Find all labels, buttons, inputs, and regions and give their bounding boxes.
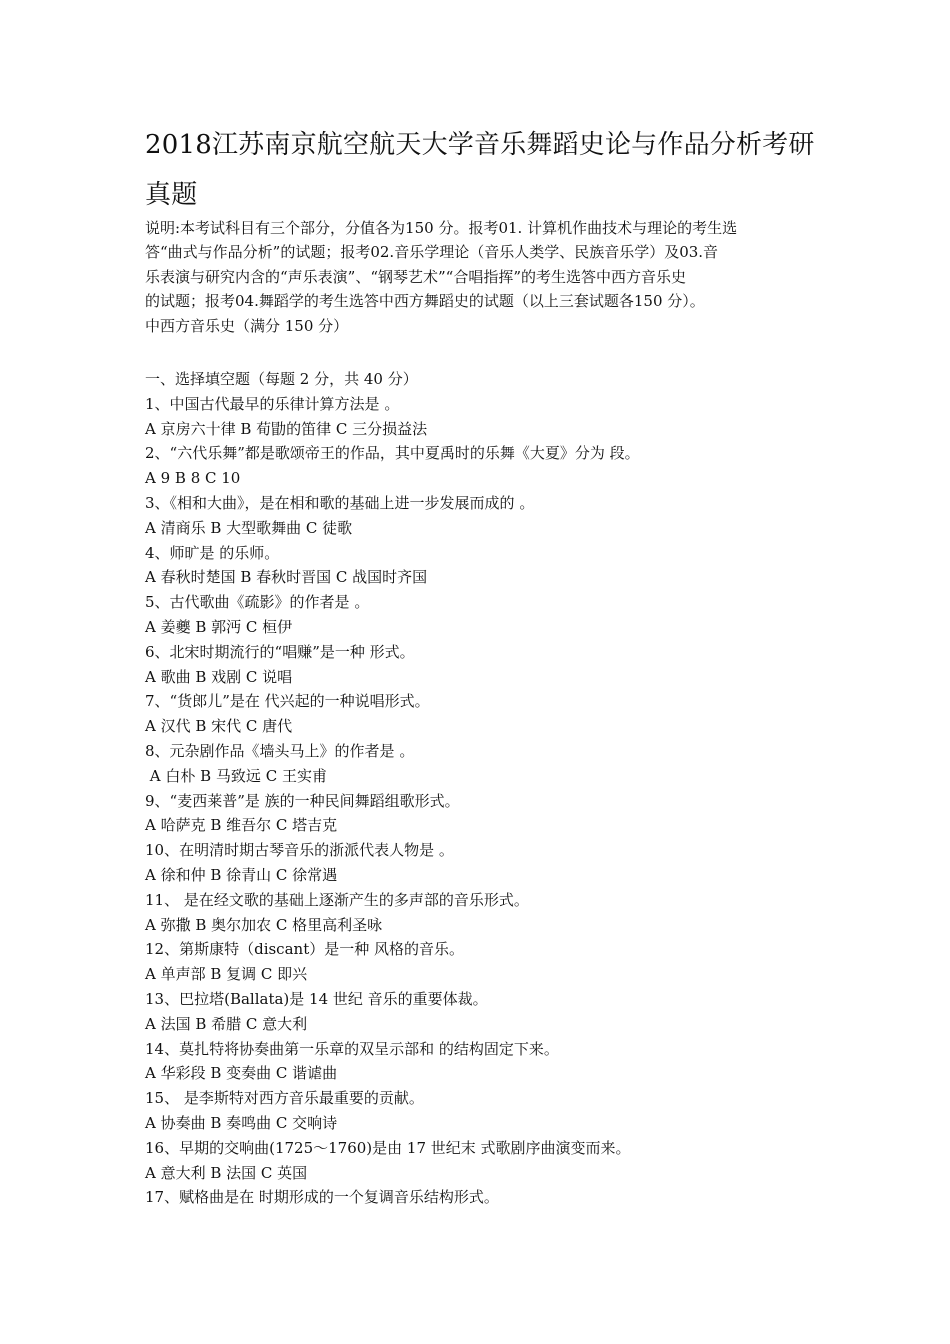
question-text: 15、 是李斯特对西方音乐最重要的贡献。 (145, 1089, 424, 1108)
question-options: A 姜夔 B 郭沔 C 桓伊 (145, 617, 293, 636)
question-text: 12、第斯康特（discant）是一种 风格的音乐。 (145, 940, 464, 959)
question-options: A 白朴 B 马致远 C 王实甫 (145, 766, 327, 785)
multiple-choice-section (145, 367, 825, 1210)
question-options: A 单声部 B 复调 C 即兴 (145, 965, 308, 984)
question-text: 5、古代歌曲《疏影》的作者是 。 (145, 593, 370, 612)
question-text: 9、“麦西莱普”是 族的一种民间舞蹈组歌形式。 (145, 791, 460, 810)
question-options: A 春秋时楚国 B 春秋时晋国 C 战国时齐国 (145, 568, 428, 587)
question-text: 17、赋格曲是在 时期形成的一个复调音乐结构形式。 (145, 1188, 499, 1207)
instruction-line: 答“曲式与作品分析”的试题；报考02.音乐学理论（音乐人类学、民族音乐学）及03.音 (145, 243, 719, 262)
section-heading: 一、选择填空题（每题 2 分，共 40 分） (145, 370, 418, 388)
question-text: 4、师旷是 的乐师。 (145, 543, 280, 562)
question-text: 14、莫扎特将协奏曲第一乐章的双呈示部和 的结构固定下来。 (145, 1039, 559, 1058)
instruction-line: 的试题；报考04.舞蹈学的考生选答中西方舞蹈史的试题（以上三套试题各150 分）。 (145, 292, 705, 311)
question-options: A 歌曲 B 戏剧 C 说唱 (145, 667, 293, 686)
question-text: 11、 是在经文歌的基础上逐渐产生的多声部的音乐形式。 (145, 890, 529, 909)
question-text: 10、在明清时期古琴音乐的浙派代表人物是 。 (145, 841, 454, 860)
question-text: 7、“货郎儿”是在 代兴起的一种说唱形式。 (145, 692, 430, 711)
question-options: A 意大利 B 法国 C 英国 (145, 1163, 308, 1182)
question-text: 3、《相和大曲》，是在相和歌的基础上进一步发展而成的 。 (145, 493, 535, 512)
instructions (145, 216, 825, 338)
question-options: A 哈萨克 B 维吾尔 C 塔吉克 (145, 816, 338, 835)
question-text: 13、巴拉塔(Ballata)是 14 世纪 音乐的重要体裁。 (145, 989, 488, 1008)
question-text: 2、“六代乐舞”都是歌颂帝王的作品，其中夏禹时的乐舞《大夏》分为 段。 (145, 444, 640, 463)
section-subtitle: 中西方音乐史（满分 150 分） (145, 316, 349, 335)
question-options: A 华彩段 B 变奏曲 C 谐谑曲 (145, 1064, 338, 1083)
question-options: A 法国 B 希腊 C 意大利 (145, 1014, 308, 1033)
question-options: A 弥撒 B 奥尔加农 C 格里高利圣咏 (145, 915, 383, 934)
question-options: A 协奏曲 B 奏鸣曲 C 交响诗 (145, 1113, 338, 1132)
question-text: 1、中国古代最早的乐律计算方法是 。 (145, 394, 400, 413)
question-options: A 清商乐 B 大型歌舞曲 C 徒歌 (145, 518, 353, 537)
question-options: A 徐和仲 B 徐青山 C 徐常遇 (145, 865, 338, 884)
question-options: A 京房六十律 B 荀勖的笛律 C 三分损益法 (145, 419, 428, 438)
instruction-line: 乐表演与研究内含的“声乐表演”、“钢琴艺术”“合唱指挥”的考生选答中西方音乐史 (145, 267, 687, 286)
document-title (145, 120, 825, 220)
question-options: A 汉代 B 宋代 C 唐代 (145, 717, 293, 736)
title-line-1: 2018江苏南京航空航天大学音乐舞蹈史论与作品分析考研 (145, 130, 815, 160)
question-text: 8、元杂剧作品《墙头马上》的作者是 。 (145, 741, 415, 760)
question-options: A 9 B 8 C 10 (145, 469, 241, 488)
instruction-line: 说明:本考试科目有三个部分，分值各为150 分。报考01. 计算机作曲技术与理论的考生选 (145, 219, 738, 237)
question-text: 16、早期的交响曲(1725～1760)是由 17 世纪末 式歌剧序曲演变而来。 (145, 1138, 631, 1157)
title-line-2: 真题 (145, 180, 198, 210)
question-text: 6、北宋时期流行的“唱赚”是一种 形式。 (145, 642, 415, 661)
